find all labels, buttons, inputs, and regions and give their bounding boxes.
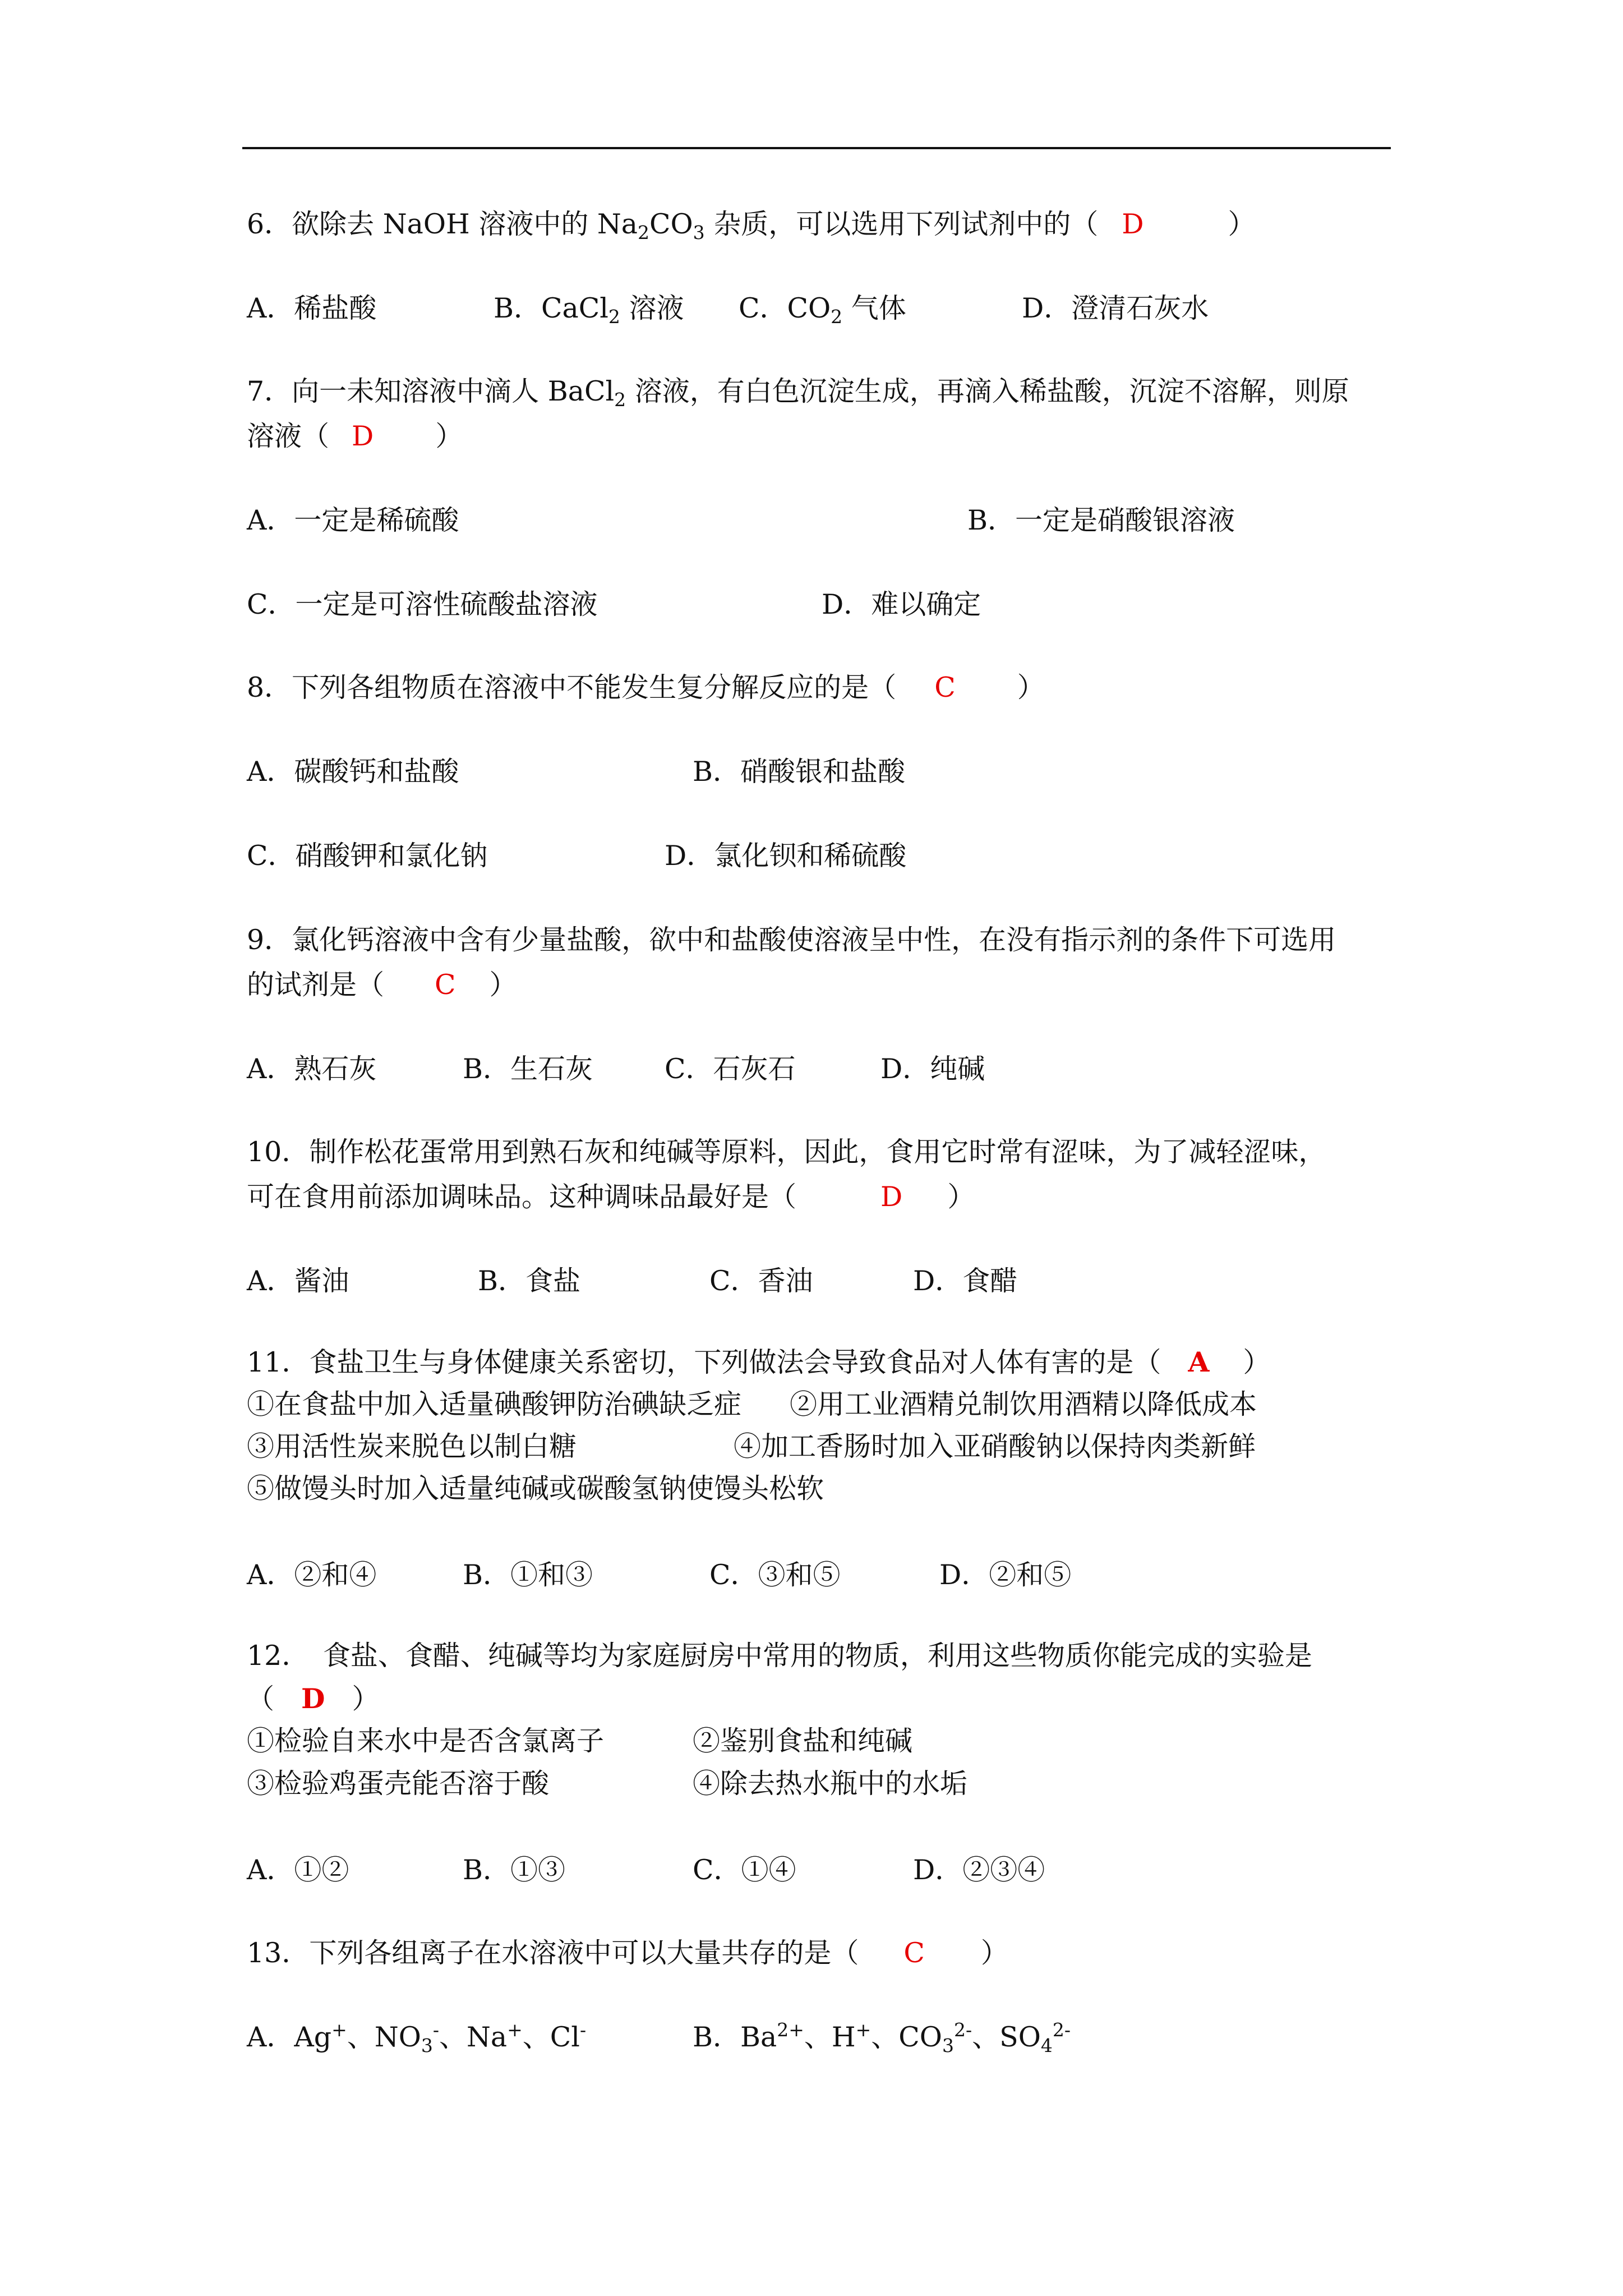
q13a-ion-3: 、Na bbox=[439, 2021, 508, 2053]
q13b-ion-3: 、CO bbox=[871, 2021, 942, 2053]
q13a-ion-1: Ag bbox=[294, 2021, 332, 2053]
q9-option-c: C．石灰石 bbox=[665, 1053, 796, 1085]
q8-option-d: D．氯化钡和稀硫酸 bbox=[665, 840, 907, 872]
q13b-ion-3-subscript: 3 bbox=[942, 2035, 954, 2056]
q10-option-c: C．香油 bbox=[709, 1265, 813, 1297]
question-13-stem: 13．下列各组离子在水溶液中可以大量共存的是（ C ） bbox=[247, 1937, 1008, 1969]
q7-option-a: A．一定是稀硫酸 bbox=[247, 504, 459, 536]
q12-item-4: ④除去热水瓶中的水垢 bbox=[693, 1768, 968, 1800]
q13b-ion-1: Ba bbox=[740, 2021, 777, 2053]
q13-option-b-ions bbox=[740, 2019, 1071, 2056]
answer-q6: D bbox=[1122, 208, 1144, 240]
q11-option-a: A．②和④ bbox=[247, 1559, 377, 1591]
q6-option-a: A．稀盐酸 bbox=[247, 292, 377, 324]
q7-option-b: B．一定是硝酸银溶液 bbox=[967, 504, 1235, 536]
q8-option-c: C．硝酸钾和氯化钠 bbox=[247, 840, 488, 872]
q13a-ion-3-charge: + bbox=[507, 2019, 523, 2041]
question-7-stem-line2: 溶液（ D ） bbox=[247, 420, 463, 452]
answer-q10: D bbox=[880, 1181, 903, 1213]
q9-option-d: D．纯碱 bbox=[880, 1053, 985, 1085]
question-12-stem-line2: （ D ） bbox=[247, 1682, 380, 1715]
answer-q9: C bbox=[435, 969, 456, 1001]
question-9-stem-line2: 的试剂是（ C ） bbox=[247, 969, 517, 1001]
q10-option-a: A．酱油 bbox=[247, 1265, 349, 1297]
header-rule bbox=[242, 147, 1391, 149]
q12-option-c: C．①④ bbox=[693, 1854, 796, 1886]
q13b-ion-2-charge: + bbox=[855, 2019, 872, 2041]
question-8-stem: 8．下列各组物质在溶液中不能发生复分解反应的是（ C ） bbox=[247, 671, 1045, 703]
q13b-ion-3-charge: 2- bbox=[953, 2019, 972, 2041]
q12-item-2: ②鉴别食盐和纯碱 bbox=[693, 1725, 913, 1757]
q13b-ion-2: 、H bbox=[804, 2021, 856, 2053]
question-6-stem: 6．欲除去 NaOH 溶液中的 $Na_2CO_3$ 杂质，可以选用下列试剂中的（ D ） bbox=[247, 208, 1256, 243]
q12-item-3: ③检验鸡蛋壳能否溶于酸 bbox=[247, 1768, 550, 1800]
answer-q8: C bbox=[934, 671, 956, 703]
q6-option-b: B．CaCl$_2$ 溶液 bbox=[494, 292, 684, 328]
question-9-stem-line1: 9．氯化钙溶液中含有少量盐酸，欲中和盐酸使溶液呈中性，在没有指示剂的条件下可选用 bbox=[247, 924, 1336, 956]
q13a-ion-4: 、Cl bbox=[522, 2021, 580, 2053]
q10-option-b: B．食盐 bbox=[478, 1265, 581, 1297]
question-7-stem-line1: 7．向一未知溶液中滴人 BaCl$_2$ 溶液，有白色沉淀生成，再滴入稀盐酸，沉淀不溶解，则原 bbox=[247, 375, 1349, 411]
q10-option-d: D．食醋 bbox=[913, 1265, 1018, 1297]
q13a-ion-4-charge: - bbox=[579, 2019, 587, 2041]
q7-option-d: D．难以确定 bbox=[822, 588, 981, 620]
q13-option-b: B．$Ba^{2+}$、H+、$CO_3^{2-}$、$SO_4^{2-}$ bbox=[693, 2019, 1071, 2056]
q13b-ion-1-charge: 2+ bbox=[777, 2019, 804, 2041]
answer-q7: D bbox=[352, 420, 374, 452]
q6-option-c: C．$CO_2$ 气体 bbox=[739, 292, 906, 328]
q13-option-a: A．Ag+、$NO_3^-$、Na+、Cl- bbox=[247, 2019, 587, 2056]
q11-option-d: D．②和⑤ bbox=[939, 1559, 1072, 1591]
q7-option-c: C．一定是可溶性硫酸盐溶液 bbox=[247, 588, 598, 620]
q13a-ion-2: 、NO bbox=[347, 2021, 421, 2053]
q11-option-c: C．③和⑤ bbox=[709, 1559, 841, 1591]
question-10-stem-line1: 10．制作松花蛋常用到熟石灰和纯碱等原料，因此，食用它时常有涩味，为了减轻涩味， bbox=[247, 1136, 1326, 1168]
q11-item-2: ②用工业酒精兑制饮用酒精以降低成本 bbox=[790, 1388, 1257, 1420]
q11-item-3: ③用活性炭来脱色以制白糖 bbox=[247, 1430, 577, 1462]
q9-option-a: A．熟石灰 bbox=[247, 1053, 377, 1085]
answer-q13: C bbox=[903, 1937, 925, 1969]
q13b-ion-4: 、SO bbox=[972, 2021, 1041, 2053]
q13a-ion-2-charge: - bbox=[432, 2019, 440, 2041]
question-10-stem-line2: 可在食用前添加调味品。这种调味品最好是（ D ） bbox=[247, 1181, 975, 1213]
q11-item-5: ⑤做馒头时加入适量纯碱或碳酸氢钠使馒头松软 bbox=[247, 1473, 824, 1504]
q12-item-1: ①检验自来水中是否含氯离子 bbox=[247, 1725, 605, 1757]
q11-item-4: ④加工香肠时加入亚硝酸钠以保持肉类新鲜 bbox=[734, 1430, 1256, 1462]
q13b-ion-4-subscript: 4 bbox=[1040, 2035, 1053, 2056]
q13a-ion-1-charge: + bbox=[331, 2019, 347, 2041]
q13-option-a-ions bbox=[294, 2019, 587, 2056]
answer-q11: A bbox=[1188, 1346, 1210, 1378]
q11-option-b: B．①和③ bbox=[463, 1559, 593, 1591]
q13b-ion-4-charge: 2- bbox=[1052, 2019, 1071, 2041]
q9-option-b: B．生石灰 bbox=[463, 1053, 593, 1085]
question-11-stem: 11．食盐卫生与身体健康关系密切，下列做法会导致食品对人体有害的是（ A ） bbox=[247, 1346, 1271, 1378]
answer-q12: D bbox=[301, 1682, 325, 1715]
q8-option-b: B．硝酸银和盐酸 bbox=[693, 756, 906, 788]
q11-item-1: ①在食盐中加入适量碘酸钾防治碘缺乏症 bbox=[247, 1388, 742, 1420]
q8-option-a: A．碳酸钙和盐酸 bbox=[247, 756, 459, 788]
q12-option-b: B．①③ bbox=[463, 1854, 566, 1886]
question-12-stem-line1: 12． 食盐、食醋、纯碱等均为家庭厨房中常用的物质，利用这些物质你能完成的实验是 bbox=[247, 1640, 1312, 1672]
q6-option-d: D．澄清石灰水 bbox=[1022, 292, 1209, 324]
q13a-ion-2-subscript: 3 bbox=[421, 2035, 433, 2056]
q12-option-a: A．①② bbox=[247, 1854, 349, 1886]
q12-option-d: D．②③④ bbox=[913, 1854, 1045, 1886]
